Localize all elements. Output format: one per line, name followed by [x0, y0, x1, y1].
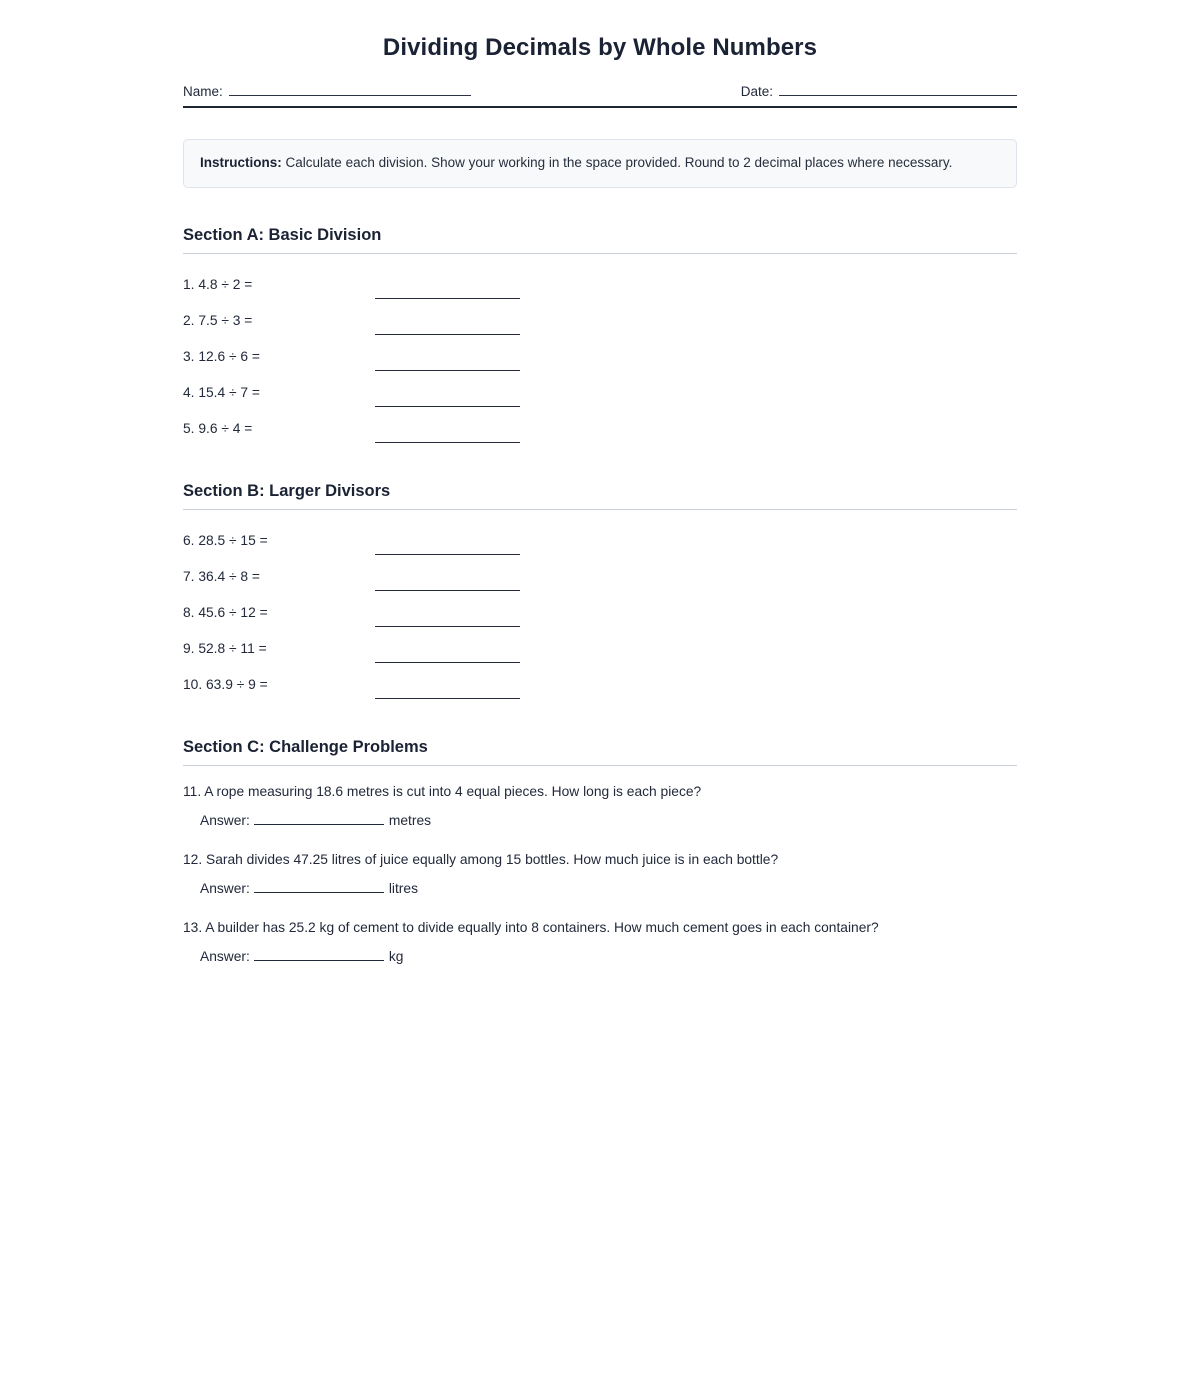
word-problem-answer-row	[183, 946, 1017, 966]
problem-text: 6. 28.5 ÷ 15 =	[183, 533, 268, 548]
instructions-text: Calculate each division. Show your working in the space provided. Round to 2 decimal places where necessary.	[285, 155, 953, 170]
problem-text: 5. 9.6 ÷ 4 =	[183, 421, 253, 436]
section-c-divider	[183, 765, 1017, 766]
date-field-group	[741, 82, 1017, 101]
word-problem	[183, 782, 1017, 830]
answer-unit: metres	[388, 813, 432, 828]
problem-answer-line[interactable]	[375, 574, 520, 591]
problem-text: 2. 7.5 ÷ 3 =	[183, 313, 253, 328]
section-b-divider	[183, 509, 1017, 510]
problem-row	[183, 303, 1017, 339]
section-a-problem-list	[183, 267, 1017, 447]
word-problem	[183, 918, 1017, 966]
problem-text: 3. 12.6 ÷ 6 =	[183, 349, 260, 364]
word-problem-answer-line[interactable]	[254, 946, 384, 961]
section-c	[183, 737, 1017, 966]
problem-text: 8. 45.6 ÷ 12 =	[183, 605, 268, 620]
answer-label: Answer:	[200, 949, 250, 964]
problem-row	[183, 667, 1017, 703]
problem-text: 1. 4.8 ÷ 2 =	[183, 277, 253, 292]
problem-text: 9. 52.8 ÷ 11 =	[183, 641, 267, 656]
date-label: Date:	[740, 84, 773, 99]
header-divider	[183, 106, 1017, 108]
section-a-heading: Section A: Basic Division	[183, 226, 382, 244]
problem-text: 4. 15.4 ÷ 7 =	[183, 385, 260, 400]
problem-answer-line[interactable]	[375, 610, 520, 627]
word-problem-answer-row	[183, 810, 1017, 830]
word-problem-answer-row	[183, 878, 1017, 898]
problem-answer-line[interactable]	[375, 538, 520, 555]
page-title: Dividing Decimals by Whole Numbers	[382, 34, 818, 61]
problem-text: 10. 63.9 ÷ 9 =	[183, 677, 268, 692]
problem-row	[183, 267, 1017, 303]
problem-row	[183, 375, 1017, 411]
problem-answer-line[interactable]	[375, 318, 520, 335]
section-b	[183, 481, 1017, 703]
problem-row	[183, 559, 1017, 595]
problem-row	[183, 631, 1017, 667]
problem-answer-line[interactable]	[375, 646, 520, 663]
problem-row	[183, 523, 1017, 559]
problem-answer-line[interactable]	[375, 282, 520, 299]
name-label: Name:	[183, 84, 223, 99]
problem-answer-line[interactable]	[375, 426, 520, 443]
worksheet-content	[183, 0, 1017, 966]
answer-unit: litres	[388, 881, 418, 896]
instructions-box	[183, 139, 1017, 188]
word-problem-question: 13. A builder has 25.2 kg of cement to divide equally into 8 containers. How much cement goes in each container?	[183, 920, 879, 935]
name-date-row	[183, 82, 1017, 101]
word-problem-answer-line[interactable]	[254, 878, 384, 893]
problem-row	[183, 339, 1017, 375]
section-b-problem-list	[183, 523, 1017, 703]
word-problem-question: 12. Sarah divides 47.25 litres of juice equally among 15 bottles. How much juice is in each bottle?	[183, 852, 779, 867]
word-problem-answer-line[interactable]	[254, 810, 384, 825]
section-a	[183, 225, 1017, 447]
problem-row	[183, 595, 1017, 631]
answer-unit: kg	[388, 949, 404, 964]
instructions-label: Instructions:	[200, 155, 282, 170]
name-field-group	[183, 82, 471, 101]
date-input-line[interactable]	[779, 82, 1017, 96]
problem-answer-line[interactable]	[375, 390, 520, 407]
section-c-problem-list	[183, 782, 1017, 966]
word-problem	[183, 850, 1017, 898]
section-b-heading: Section B: Larger Divisors	[183, 482, 391, 500]
section-a-divider	[183, 253, 1017, 254]
answer-label: Answer:	[200, 881, 250, 896]
problem-row	[183, 411, 1017, 447]
name-input-line[interactable]	[229, 82, 471, 96]
problem-text: 7. 36.4 ÷ 8 =	[183, 569, 260, 584]
problem-answer-line[interactable]	[375, 682, 520, 699]
answer-label: Answer:	[200, 813, 250, 828]
section-c-heading: Section C: Challenge Problems	[183, 738, 428, 756]
word-problem-question: 11. A rope measuring 18.6 metres is cut into 4 equal pieces. How long is each piece?	[183, 784, 702, 799]
problem-answer-line[interactable]	[375, 354, 520, 371]
